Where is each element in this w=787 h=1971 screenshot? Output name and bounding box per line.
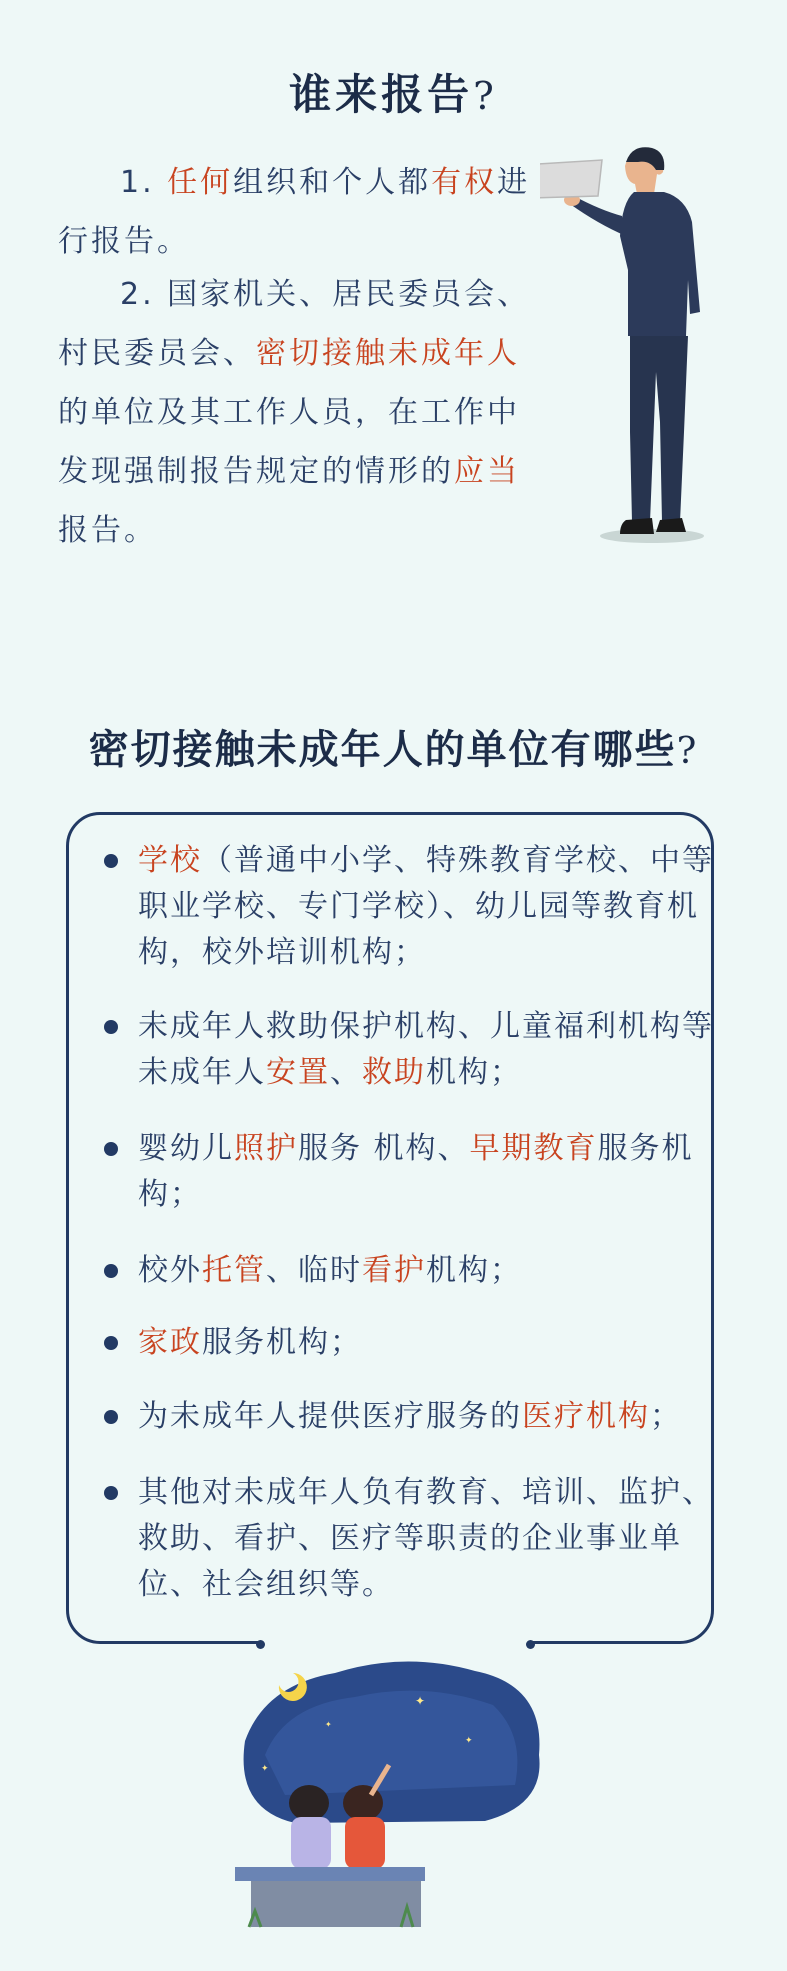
units-list (102, 838, 714, 1608)
highlight-text: 安置 (266, 1055, 330, 1090)
body-text: 机构； (426, 1055, 522, 1090)
unit-list-item (102, 1004, 714, 1096)
unit-list-item (102, 838, 714, 976)
body-text: 服务机构； (202, 1325, 362, 1360)
section-title-who-reports: 谁来报告? (289, 70, 498, 119)
body-text: 服务 机构、 (298, 1131, 470, 1166)
bullet-dot-icon (104, 1020, 118, 1034)
rule-2-paragraph (58, 265, 538, 560)
body-text: 其他对未成年人负有教育、培训、监护、救助、看护、医疗等职责的企业事业单位、社会组织等。 (138, 1475, 714, 1602)
highlight-text: 有权 (431, 165, 498, 200)
unit-list-item (102, 1126, 714, 1218)
rule-number: 1. (120, 165, 168, 200)
body-text: 、 (330, 1055, 362, 1090)
highlight-text: 托管 (202, 1253, 266, 1288)
highlight-text: 医疗机构 (522, 1399, 650, 1434)
body-text: 、临时 (266, 1253, 362, 1288)
rule-number: 2. (120, 277, 168, 312)
body-text: ； (650, 1399, 682, 1434)
unit-list-item (102, 1394, 714, 1440)
body-text: 服务机构； (138, 1131, 694, 1212)
body-text: 机构； (426, 1253, 522, 1288)
svg-text:✦: ✦ (465, 1736, 473, 1746)
body-text: 国家机关、居民委员会、村民委员会、 (58, 277, 531, 371)
body-text: 的单位及其工作人员，在工作中发现强制报告规定的情形的 (58, 395, 520, 489)
bullet-dot-icon (104, 1264, 118, 1278)
unit-list-item (102, 1470, 714, 1608)
svg-text:✦: ✦ (415, 1694, 426, 1708)
children-stargazing-icon (225, 1645, 565, 1935)
bullet-dot-icon (104, 1142, 118, 1156)
bullet-dot-icon (104, 854, 118, 868)
highlight-text: 家政 (138, 1325, 202, 1360)
highlight-text: 看护 (362, 1253, 426, 1288)
highlight-text: 任何 (167, 165, 234, 200)
svg-text:✦: ✦ (325, 1720, 332, 1729)
body-text: 为未成年人提供医疗服务的 (138, 1399, 522, 1434)
bullet-dot-icon (104, 1410, 118, 1424)
svg-text:✦: ✦ (261, 1764, 269, 1774)
body-text: 报告。 (58, 513, 157, 548)
body-text: 进行报告。 (58, 165, 531, 259)
highlight-text: 照护 (234, 1131, 298, 1166)
rule-1-paragraph (58, 153, 538, 271)
highlight-text: 密切接触未成年人 (256, 336, 520, 371)
highlight-text: 救助 (362, 1055, 426, 1090)
businessman-reading-icon (540, 140, 735, 550)
highlight-text: 早期教育 (469, 1131, 598, 1166)
body-text: 婴幼儿 (138, 1131, 234, 1166)
body-text: 组织和个人都 (233, 165, 432, 200)
highlight-text: 学校 (138, 843, 202, 878)
bullet-dot-icon (104, 1486, 118, 1500)
bullet-dot-icon (104, 1336, 118, 1350)
highlight-text: 应当 (454, 454, 520, 489)
body-text: （普通中小学、特殊教育学校、中等职业学校、专门学校）、幼儿园等教育机构，校外培训机构； (138, 843, 714, 970)
unit-list-item (102, 1320, 714, 1366)
unit-list-item (102, 1248, 714, 1294)
section-title-close-contact-units: 密切接触未成年人的单位有哪些? (88, 726, 699, 773)
body-text: 校外 (138, 1253, 202, 1288)
body-text: 未成年人救助保护机构、儿童福利机构等未成年人 (138, 1009, 714, 1090)
